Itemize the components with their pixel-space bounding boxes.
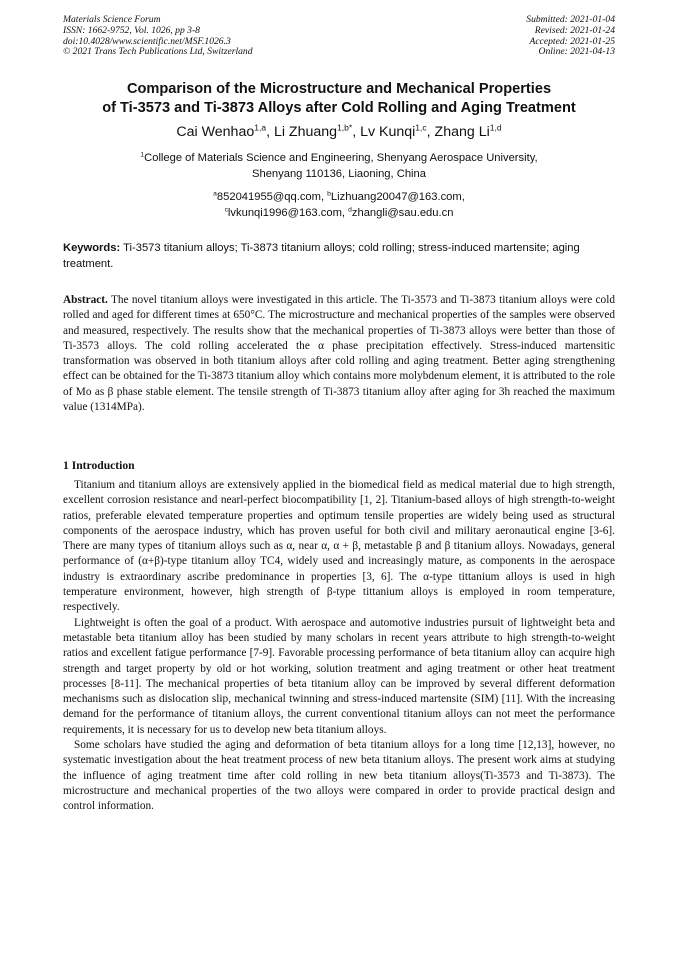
email-d[interactable]: zhangli@sau.edu.cn <box>351 207 454 219</box>
title-line-2: of Ti-3573 and Ti-3873 Alloys after Cold Rolling and Aging Treatment <box>102 100 576 116</box>
author-separator: , <box>426 124 435 140</box>
accepted-date: Accepted: 2021-01-25 <box>529 35 615 47</box>
section-heading-introduction: 1 Introduction <box>63 459 135 472</box>
author-separator: , <box>266 124 274 140</box>
keywords-text: Ti-3573 titanium alloys; Ti-3873 titanium alloys; cold rolling; stress-induced martensite; aging treatment. <box>63 242 580 270</box>
paragraph: Titanium and titanium alloys are extensively applied in the biomedical field as medical material due to high strength, excellent corrosion resistance and nearl-perfect biocompatibility [1, 2]. Titanium-based alloys of high strength-to-weight ratios, preferable elevated temperature properties and optimum tensile properties are widely being used as structural components of the aerospace industry, which has proven useful for both civil and military aeronautical engine [3-6]. There are many types of titanium alloys such as α, near α, α + β, metastable β and β titanium alloys. Nowadays, general performance of (α+β)-type titanium alloy TC4, widely used and increasingly mature, as components in the aerospace industry is extraordinary ascribe predominance in properties [3, 6]. The α-type tittanium alloys is used in high temperature environment, however, high strength of β-type tittanium alloys is employed in room temperature, respectively. <box>63 479 615 614</box>
submitted-date: Submitted: 2021-01-04 <box>526 14 615 25</box>
keywords-label: Keywords: <box>63 242 121 254</box>
paper-title <box>40 80 638 118</box>
abstract-label: Abstract. <box>63 294 108 306</box>
author-affiliation-mark: 1,b* <box>337 122 353 133</box>
email-b[interactable]: Lizhuang20047@163.com, <box>330 191 465 203</box>
author-separator: , <box>352 124 361 140</box>
affiliation <box>80 150 598 182</box>
paragraph: Lightweight is often the goal of a product. With aerospace and automotive industries pursuit of lightweight beta and metastable beta titanium alloy has been studied by many scholars in recent years attribute to high strength-to-weight ratios and excellent fatigue performance [7-9]. Favorable processing performance of beta titanium alloy can acquire high strength and target property by old or hot working, solution treatment and aging treatment or other heat treatment processes [8-11]. The mechanical properties of beta titanium alloy can be improved by several different deformation mechanisms such as dislocation slip, mechanical twinning and stress-induced martensite (SIM) [11]. With the increasing demand for the performance of titanium alloys, the current conventional titanium alloys can not meet the performance requirements, it is necessary for us to develop new beta titanium alloys. <box>63 616 615 736</box>
paragraph: Some scholars have studied the aging and deformation of beta titanium alloys for a long time [12,13], however, no systematic investigation about the heat treatment process of new beta titanium alloys. The present work aims at studying the influence of aging treatment time after cold rolling in new beta titanium alloys(Ti-3573 and Ti-3873). The microstructure and mechanical properties of the two alloys were compared in order to provide practical design and control information. <box>63 739 615 813</box>
author-list <box>40 123 638 141</box>
author-affiliation-mark: 1,a <box>254 122 267 133</box>
affiliation-line-2: Shenyang 110136, Liaoning, China <box>252 168 426 180</box>
author-name: Cai Wenhao <box>176 124 255 140</box>
email-c[interactable]: lvkunqi1996@163.com, <box>227 207 349 219</box>
keywords-block <box>63 240 615 272</box>
email-mark: d <box>348 206 352 214</box>
email-mark: c <box>224 206 228 214</box>
journal-info <box>63 15 253 58</box>
abstract-text: The novel titanium alloys were investigated in this article. The Ti-3573 and Ti-3873 titanium alloys were cold rolled and aged for different times at 650°C. The microstructure and mechanical properties of the samples were observed and measured, respectively. The results show that the mechanical properties of Ti-3873 alloys were better than those of Ti-3573 alloys. The cold rolling accelerated the α phase precipitation effectively. Stress-induced martensitic transformation was observed in both titanium alloys after cold rolling and aging treatment. Better aging strengthening effect can be obtained for the Ti-3873 titanium alloy which contains more molybdenum element, it is attributed to the role of Mo as β phase stable element. The tensile strength of Ti-3873 titanium alloy after aging for 3h reached the maximum value (1314MPa). <box>63 294 615 414</box>
journal-name: Materials Science Forum <box>63 14 161 25</box>
copyright-line: © 2021 Trans Tech Publications Ltd, Switzerland <box>63 46 253 58</box>
abstract-block <box>63 293 615 415</box>
affiliation-mark: 1 <box>140 151 145 159</box>
issn-line: ISSN: 1662-9752, Vol. 1026, pp 3-8 <box>63 24 200 36</box>
doi-line: doi:10.4028/www.scientific.net/MSF.1026.3 <box>63 35 231 47</box>
online-date: Online: 2021-04-13 <box>538 46 615 58</box>
revised-date: Revised: 2021-01-24 <box>534 24 615 36</box>
email-a[interactable]: 852041955@qq.com, <box>216 191 328 203</box>
author-name: Zhang Li <box>434 124 490 140</box>
email-mark: b <box>327 190 331 198</box>
author-name: Lv Kunqi <box>360 124 416 140</box>
email-mark: a <box>213 190 217 198</box>
author-affiliation-mark: 1,c <box>415 122 427 133</box>
title-line-1: Comparison of the Microstructure and Mechanical Properties <box>126 81 552 97</box>
author-name: Li Zhuang <box>273 124 338 140</box>
introduction-body <box>63 478 615 815</box>
dates-info <box>526 15 615 58</box>
author-emails <box>80 189 598 221</box>
affiliation-line-1: College of Materials Science and Engineering, Shenyang Aerospace University, <box>144 152 538 164</box>
author-affiliation-mark: 1,d <box>489 122 502 133</box>
